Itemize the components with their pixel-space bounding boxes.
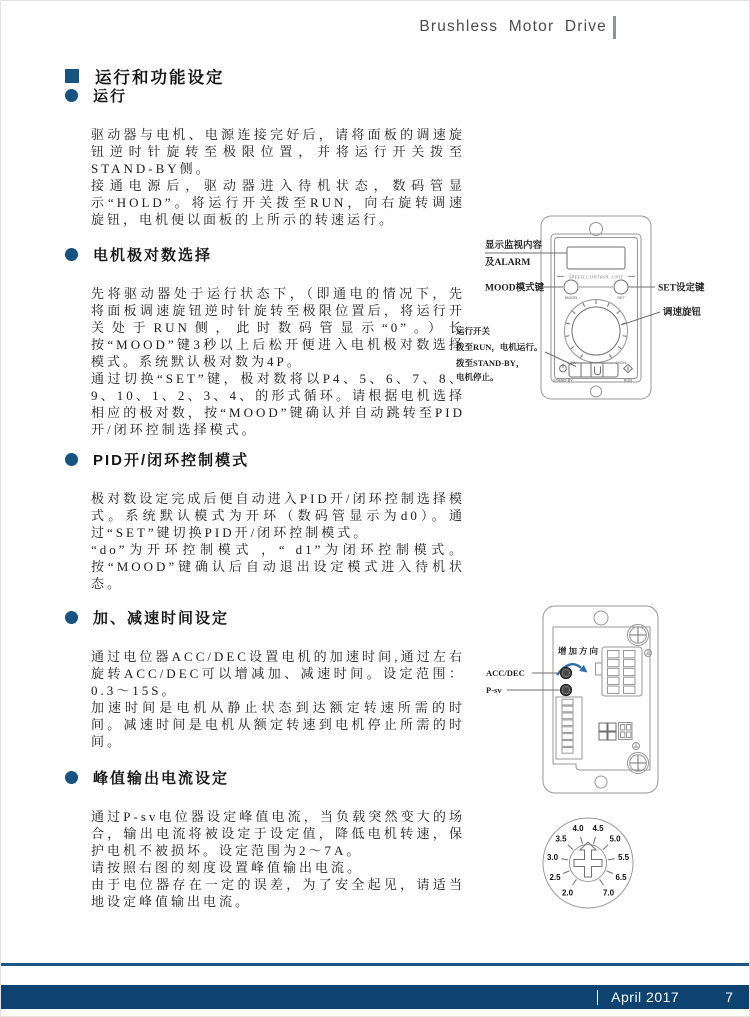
mounting-hole-icon — [595, 776, 607, 788]
p-sv-annotation: P-sv — [486, 685, 502, 695]
paragraph: 极对数设定完成后便自动进入PID开/闭环控制选择模式。系统默认模式为开环（数码管显示为d0）。通过“SET”键切换PID开/闭环控制模式。 — [91, 491, 465, 540]
acc-dec-annotation: ACC/DEC — [486, 668, 525, 678]
mounting-hole-icon — [591, 386, 602, 397]
section-title: PID开/闭环控制模式 — [93, 452, 250, 469]
display-annotation-line2: 及ALARM — [485, 258, 531, 268]
circle-bullet-icon — [65, 248, 78, 261]
section-title: 峰值输出电流设定 — [93, 770, 230, 787]
display-annotation-line1: 显示监视内容 — [485, 241, 543, 251]
dial-inner-circle — [570, 845, 607, 882]
circle-bullet-icon — [65, 771, 78, 784]
connector-icon — [596, 647, 643, 696]
switch-annotation-line2: 拨至RUN，电机运行。 — [456, 342, 543, 352]
section-title: 电机极对数选择 — [93, 247, 213, 264]
dial-value: 4.0 — [572, 824, 584, 834]
knob-high-label: HIGH — [616, 360, 626, 365]
section-body — [91, 808, 465, 910]
section-title: 运行 — [93, 88, 128, 105]
switch-annotation-line4: 电机停止。 — [456, 372, 499, 382]
standby-label: STAND-BY — [553, 377, 573, 383]
dial-value: 3.0 — [546, 853, 559, 863]
paragraph: 通过切换“SET”键，极对数将以P4、5、6、7、8、9、10、1、2、3、4、的形式循环。请根据电机选择相应的极对数，按“MOOD”键确认并自动跳转至PID开/闭环控制选择模式。 — [91, 371, 465, 437]
set-button-icon — [614, 280, 628, 294]
paragraph: 接通电源后，驱动器进入待机状态，数码管显示“HOLD”。将运行开关拨至RUN，向右旋转调速旋钮，电机便以面板的上所示的转速运行。 — [91, 178, 465, 227]
dial-value: 6.5 — [615, 872, 627, 882]
section-peak-current — [65, 767, 467, 910]
circle-bullet-icon — [65, 453, 78, 466]
paragraph: 通过P-sv电位器设定峰值电流，当负载突然变大的场合，输出电流将被设定于设定值，降低电机转速，保护电机不被损坏。设定范围为2～7A。 — [91, 809, 465, 858]
run-switch-icon — [569, 363, 618, 377]
dial-value: 2.0 — [561, 888, 574, 898]
dial-value: 5.5 — [617, 853, 630, 863]
paragraph: “do”为开环控制模式 ，“ d1”为闭环控制模式。按“MOOD”键确认后自动退出设定模式进入待机状态。 — [91, 542, 465, 591]
panel-brand-text: SPEED CONTROL UNIT — [568, 274, 624, 280]
switch-annotation-line3: 拨至STAND-BY， — [456, 358, 525, 368]
section-heading-row — [65, 767, 467, 788]
section-run — [65, 85, 467, 228]
section-pid-mode — [65, 449, 467, 592]
footer-separator — [597, 990, 599, 1005]
mood-button-label: MOOD — [564, 295, 578, 300]
section-body — [91, 285, 465, 438]
set-annotation: SET设定键 — [658, 283, 705, 294]
jumper-block-icon — [599, 723, 632, 741]
paragraph: 驱动器与电机、电源连接完好后，请将面板的调速旋钮逆时针旋转至极限位置，并将运行开关拨至STAND-BY侧。 — [91, 127, 465, 176]
dial-value: 2.5 — [549, 872, 561, 882]
paragraph: 请按照右图的刻度设置峰值输出电流。 — [91, 860, 364, 875]
paragraph: 由于电位器存在一定的误差，为了安全起见，请适当地设定峰值输出电流。 — [91, 877, 465, 909]
section-acc-dec-time — [65, 607, 467, 750]
section-heading-row — [65, 85, 467, 106]
terminal-strip-icon — [556, 697, 582, 759]
square-bullet-icon — [65, 69, 79, 83]
section-body — [91, 648, 465, 750]
dial-scale-diagram — [529, 796, 654, 921]
digital-display-icon — [567, 247, 625, 269]
section-heading-row — [65, 607, 467, 628]
section-heading-row — [65, 244, 467, 265]
paragraph: 加速时间是电机从静止状态到达额定转速所需的时间。减速时间是电机从额定转速到电机停止所需的时间。 — [91, 700, 465, 749]
section-pole-pairs — [65, 244, 467, 438]
footer-page-number: 7 — [725, 989, 733, 1005]
footer-bar — [1, 985, 750, 1009]
section-body — [91, 490, 465, 592]
knob-annotation: 调速旋钮 — [663, 308, 702, 318]
section-heading-row — [65, 449, 467, 470]
increase-direction-label: 增加方向 — [558, 646, 601, 656]
set-button-label: SET — [617, 295, 625, 300]
doc-title: Brushless Motor Drive — [419, 18, 607, 35]
front-panel-diagram — [451, 204, 750, 414]
back-panel-diagram — [471, 601, 750, 801]
footer-rule — [1, 963, 750, 966]
speed-knob-icon — [565, 300, 628, 363]
section-title: 加、减速时间设定 — [93, 610, 230, 627]
mounting-hole-icon — [594, 611, 608, 625]
run-label: RUN — [623, 377, 633, 383]
paragraph: 通过电位器ACC/DEC设置电机的加速时间,通过左右旋转ACC/DEC可以增减加、减速时间。设定范围：0.3～15S。 — [91, 649, 465, 698]
dial-value: 7.0 — [602, 888, 615, 898]
dial-value: 5.0 — [609, 834, 621, 844]
section-body — [91, 126, 465, 228]
dial-value: 4.5 — [592, 824, 604, 834]
mood-button-icon — [564, 280, 578, 294]
header-separator — [613, 16, 616, 39]
page-title: 运行和功能设定 — [95, 69, 225, 87]
knob-tick-marks — [565, 300, 626, 358]
paragraph: 先将驱动器处于运行状态下，（即通电的情况下，先将面板调速旋钮逆时针旋转至极限位置后，将运行开关处于RUN侧，此时数码管显示“0”。）长按“MOOD”键3秒以上后松开便进入电机极对数选择模式。系统默认极对数为4P。 — [91, 286, 465, 369]
knob-low-label: LOW — [567, 360, 577, 365]
switch-annotation-line1: 运行开关 — [456, 326, 491, 336]
circle-bullet-icon — [65, 611, 78, 624]
footer-date: April 2017 — [611, 989, 680, 1005]
dial-value: 3.5 — [555, 834, 567, 844]
circle-bullet-icon — [65, 89, 78, 102]
mood-annotation: MOOD模式键 — [485, 283, 545, 294]
dial-outer-circle — [543, 818, 633, 908]
